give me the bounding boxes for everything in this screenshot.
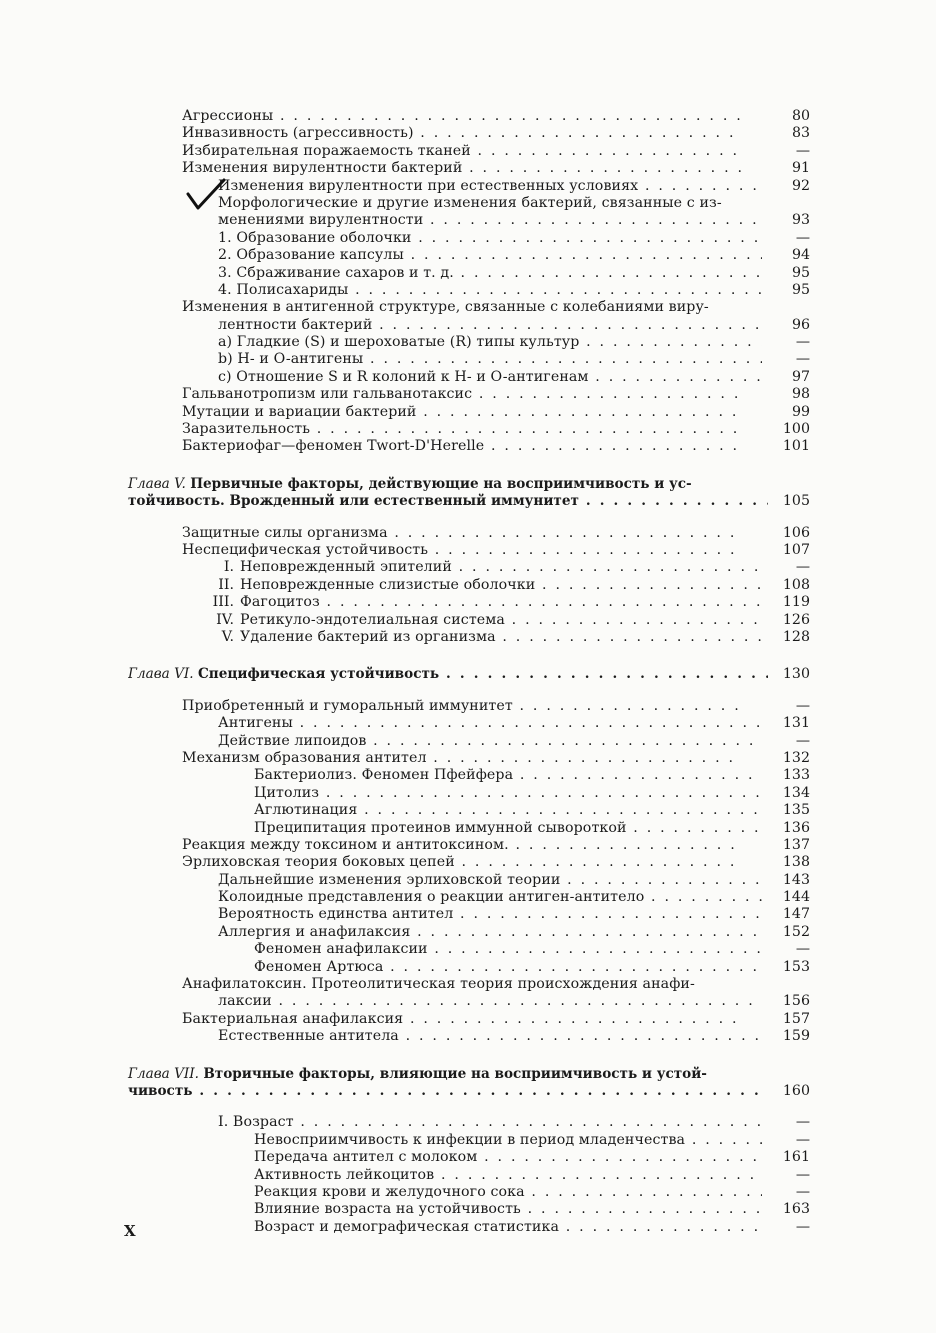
- toc-entry: лаксии . . . 156: [182, 993, 810, 1010]
- page-ref: 159: [770, 1028, 810, 1045]
- toc-entry: I. Возраст . . . —: [182, 1114, 810, 1131]
- toc-entry: II. Неповрежденные слизистые оболочки . . . 108: [182, 577, 810, 594]
- toc-entry: Невосприимчивость к инфекции в период младенчества . . . —: [182, 1132, 810, 1149]
- page-number: X: [124, 1222, 136, 1240]
- page-ref: 163: [770, 1201, 810, 1218]
- toc-entry: V. Удаление бактерий из организма . . . 128: [182, 629, 810, 646]
- page-ref: 134: [770, 785, 810, 802]
- handwritten-checkmark-icon: [186, 178, 226, 214]
- page-ref: 138: [770, 854, 810, 871]
- page-ref: 101: [770, 438, 810, 455]
- page-ref: 97: [770, 369, 810, 386]
- toc-entry: Изменения вирулентности при естественных условиях . . . 92: [182, 178, 810, 195]
- toc-entry: Феномен анафилаксии . . . —: [182, 941, 810, 958]
- page-ref: —: [770, 1184, 810, 1201]
- page-ref: 136: [770, 820, 810, 837]
- page-ref: —: [770, 698, 810, 715]
- page-ref: 108: [770, 577, 810, 594]
- page-ref: —: [770, 334, 810, 351]
- toc-entry: Гальванотропизм или гальванотаксис . . . 98: [182, 386, 810, 403]
- page-ref: 94: [770, 247, 810, 264]
- toc-entry: Изменения вирулентности бактерий . . . 91: [182, 160, 810, 177]
- page-ref: —: [770, 733, 810, 750]
- toc-entry: 4. Полисахариды . . . 95: [182, 282, 810, 299]
- toc-section-4: [182, 1114, 810, 1236]
- chapter-heading-5: [128, 476, 810, 511]
- chapter-label: Глава V.: [128, 475, 186, 492]
- toc-entry: III. Фагоцитоз . . . 119: [182, 594, 810, 611]
- toc-entry: менениями вирулентности . . . 93: [182, 212, 810, 229]
- page-ref: 99: [770, 404, 810, 421]
- page-ref: —: [770, 1114, 810, 1131]
- page-ref: 131: [770, 715, 810, 732]
- toc-section-3: [182, 698, 810, 1046]
- toc-entry: 2. Образование капсулы . . . 94: [182, 247, 810, 264]
- page-ref: —: [770, 351, 810, 368]
- page-ref: 91: [770, 160, 810, 177]
- page-ref: 153: [770, 959, 810, 976]
- page-ref: 132: [770, 750, 810, 767]
- page-ref: 105: [770, 493, 810, 510]
- toc-entry: Реакция между токсином и антитоксином. . . . 137: [182, 837, 810, 854]
- toc-entry: Заразительность . . . 100: [182, 421, 810, 438]
- toc-entry: лентности бактерий . . . 96: [182, 317, 810, 334]
- page-ref: 133: [770, 767, 810, 784]
- page-ref: —: [770, 941, 810, 958]
- page-ref: 135: [770, 802, 810, 819]
- page-ref: 143: [770, 872, 810, 889]
- toc-entry: 1. Образование оболочки . . . —: [182, 230, 810, 247]
- page-ref: 161: [770, 1149, 810, 1166]
- toc-entry: 3. Сбраживание сахаров и т. д. . . . 95: [182, 265, 810, 282]
- toc-entry: Естественные антитела . . . 159: [182, 1028, 810, 1045]
- page-ref: 93: [770, 212, 810, 229]
- toc-entry: Феномен Артюса . . . 153: [182, 959, 810, 976]
- toc-entry: Морфологические и другие изменения бактерий, связанные с из-: [218, 194, 722, 211]
- page-ref: —: [770, 143, 810, 160]
- page-ref: 106: [770, 525, 810, 542]
- page-ref: 107: [770, 542, 810, 559]
- toc-entry: c) Отношение S и R колоний к H- и O-антигенам . . . 97: [182, 369, 810, 386]
- toc-entry: I. Неповрежденный эпителий . . . —: [182, 559, 810, 576]
- toc-entry: Антигены . . . 131: [182, 715, 810, 732]
- toc-entry: Цитолиз . . . 134: [182, 785, 810, 802]
- page-ref: 144: [770, 889, 810, 906]
- page-ref: —: [770, 230, 810, 247]
- page-ref: 157: [770, 1011, 810, 1028]
- chapter-title: Специфическая устойчивость: [197, 666, 440, 683]
- page-ref: 95: [770, 265, 810, 282]
- toc-entry: Приобретенный и гуморальный иммунитет . . . —: [182, 698, 810, 715]
- toc-entry: Аглютинация . . . 135: [182, 802, 810, 819]
- page-ref: 95: [770, 282, 810, 299]
- toc-entry: Влияние возраста на устойчивость . . . 163: [182, 1201, 810, 1218]
- page-ref: 130: [770, 666, 810, 683]
- toc-entry: Реакция крови и желудочного сока . . . —: [182, 1184, 810, 1201]
- chapter-title: Вторичные факторы, влияющие на восприимчивость и устой-: [203, 1065, 707, 1082]
- page-ref: —: [770, 1132, 810, 1149]
- toc-entry: Активность лейкоцитов . . . —: [182, 1167, 810, 1184]
- toc-entry: Дальнейшие изменения эрлиховской теории . . . 143: [182, 872, 810, 889]
- page-ref: —: [770, 1167, 810, 1184]
- chapter-heading-6: [128, 666, 810, 683]
- toc-entry: Механизм образования антител . . . 132: [182, 750, 810, 767]
- chapter-label: Глава VI.: [128, 666, 194, 683]
- page-ref: 92: [770, 178, 810, 195]
- page-ref: —: [770, 559, 810, 576]
- toc-entry: Передача антител с молоком . . . 161: [182, 1149, 810, 1166]
- toc-entry: Вероятность единства антител . . . 147: [182, 906, 810, 923]
- page-ref: 126: [770, 612, 810, 629]
- page-ref: 128: [770, 629, 810, 646]
- toc-entry: Избирательная поражаемость тканей . . . —: [182, 143, 810, 160]
- chapter-title: Первичные факторы, действующие на восприимчивость и ус-: [190, 475, 692, 492]
- chapter-heading-7: [128, 1066, 810, 1101]
- page-ref: —: [770, 1219, 810, 1236]
- page-ref: 147: [770, 906, 810, 923]
- toc-entry: Колоидные представления о реакции антиген-антитело . . . 144: [182, 889, 810, 906]
- toc-entry: b) H- и O-антигены . . . —: [182, 351, 810, 368]
- page-ref: 83: [770, 125, 810, 142]
- chapter-title-cont: чивость . . .: [128, 1083, 768, 1100]
- page-ref: 80: [770, 108, 810, 125]
- toc-section-1: [182, 108, 810, 456]
- toc-section-2: [182, 525, 810, 647]
- page-ref: 160: [770, 1083, 810, 1100]
- chapter-title-cont: тойчивость. Врожденный или естественный иммунитет . . .: [128, 493, 768, 510]
- toc-entry: Мутации и вариации бактерий . . . 99: [182, 404, 810, 421]
- chapter-label: Глава VII.: [128, 1065, 199, 1082]
- page-ref: 137: [770, 837, 810, 854]
- page-ref: 119: [770, 594, 810, 611]
- toc-entry: Действие липоидов . . . —: [182, 733, 810, 750]
- toc-entry: Преципитация протеинов иммунной сывороткой . . . 136: [182, 820, 810, 837]
- page-ref: 156: [770, 993, 810, 1010]
- toc-entry: Бактериолиз. Феномен Пфейфера . . . 133: [182, 767, 810, 784]
- toc-entry: IV. Ретикуло-эндотелиальная система . . . 126: [182, 612, 810, 629]
- toc-entry: Анафилатоксин. Протеолитическая теория происхождения анафи-: [182, 976, 695, 993]
- page-ref: 152: [770, 924, 810, 941]
- table-of-contents: [128, 108, 810, 1236]
- toc-entry: Эрлиховская теория боковых цепей . . . 138: [182, 854, 810, 871]
- toc-entry: Бактериальная анафилаксия . . . 157: [182, 1011, 810, 1028]
- page-ref: 98: [770, 386, 810, 403]
- toc-entry: Инвазивность (агрессивность) . . . 83: [182, 125, 810, 142]
- toc-entry: Аллергия и анафилаксия . . . 152: [182, 924, 810, 941]
- toc-entry: Агрессионы . . . 80: [182, 108, 810, 125]
- toc-entry: Неспецифическая устойчивость . . . 107: [182, 542, 810, 559]
- toc-entry: Изменения в антигенной структуре, связанные с колебаниями виру-: [182, 299, 709, 316]
- toc-entry: Защитные силы организма . . . 106: [182, 525, 810, 542]
- page-ref: 100: [770, 421, 810, 438]
- toc-entry: a) Гладкие (S) и шероховатые (R) типы культур . . . —: [182, 334, 810, 351]
- toc-entry: Бактериофаг—феномен Twort-D'Herelle . . . 101: [182, 438, 810, 455]
- page-ref: 96: [770, 317, 810, 334]
- toc-entry: Возраст и демографическая статистика . . . —: [182, 1219, 810, 1236]
